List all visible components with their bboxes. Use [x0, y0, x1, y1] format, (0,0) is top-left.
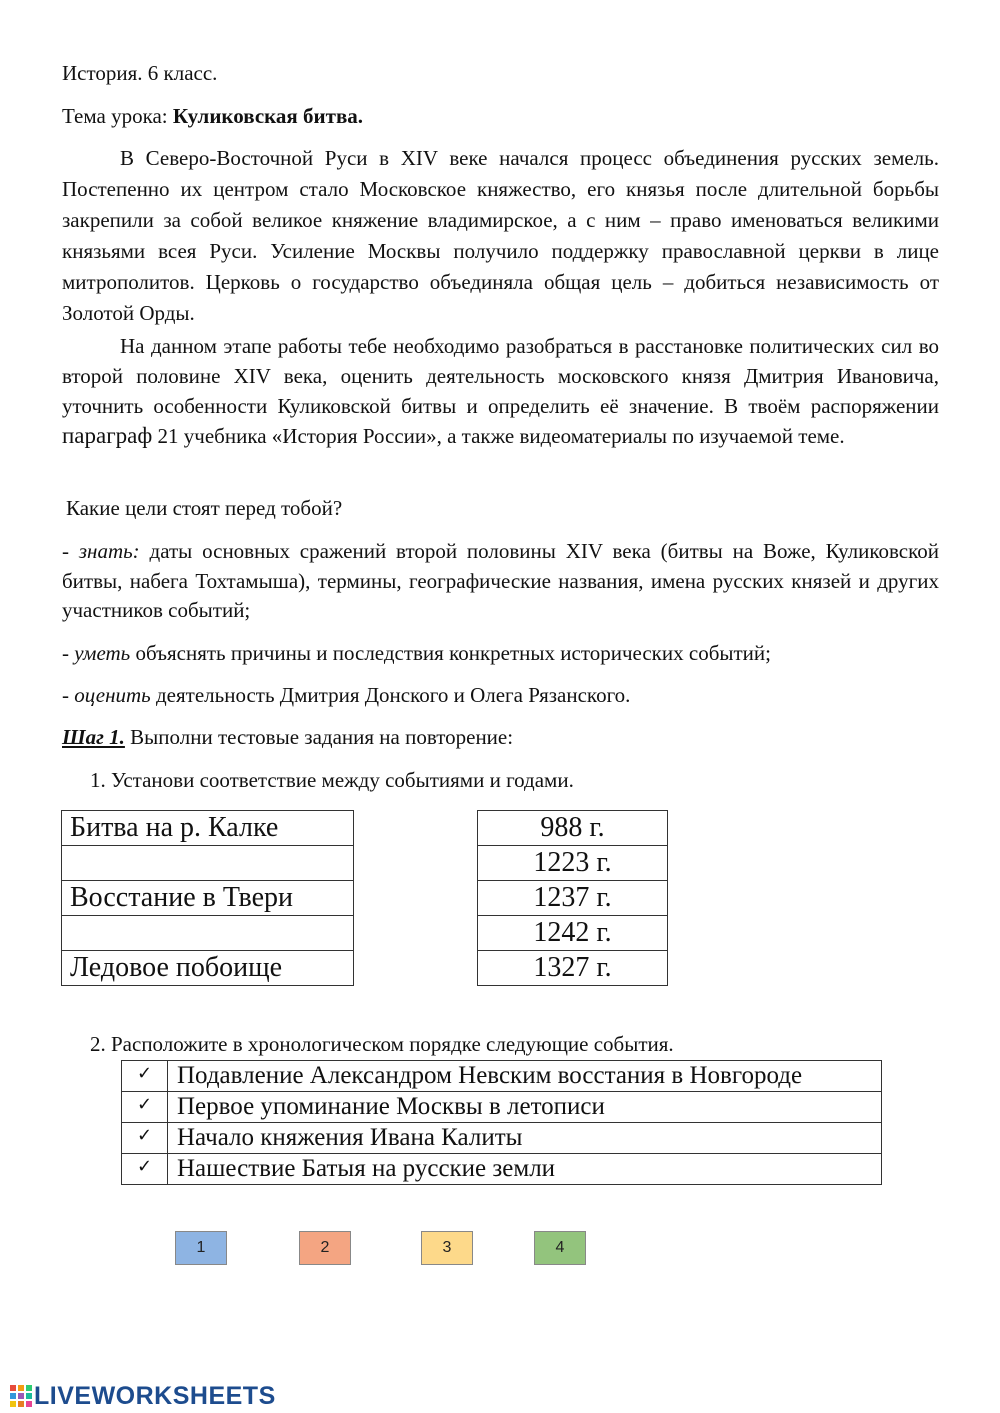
logo-grid-icon [10, 1385, 32, 1407]
task1-title: 1. Установи соответствие между событиями и годами. [90, 768, 574, 792]
table-row [478, 811, 668, 846]
event-cell: Битва на р. Калке [62, 811, 354, 846]
table-row [478, 916, 668, 951]
step1-label: Шаг 1. [62, 725, 125, 749]
answer-box-3[interactable]: 3 [421, 1231, 473, 1265]
goal-evaluate-dash: - [62, 683, 75, 707]
check-icon: ✓ [122, 1123, 168, 1154]
step1-text: Выполни тестовые задания на повторение: [124, 725, 514, 749]
table-row [478, 881, 668, 916]
chronology-event: Подавление Александром Невским восстания в Новгороде [168, 1061, 882, 1092]
intro-paragraph-1: В Северо-Восточной Руси в XIV веке начался процесс объединения русских земель. Постепенно их центром стало Московское княжество, его князья после длительной борьбы закрепили за собой великое княжение владимирское, а с ним – право именоваться великими князьями всея Руси. Усиление Москвы получило поддержку православной церкви в лице митрополитов. Церковь о государство объединяла общая цель – добиться независимость от Золотой Орды. [62, 146, 939, 325]
goal-able-label: уметь [74, 641, 131, 665]
event-drop-slot[interactable] [62, 916, 354, 951]
year-item[interactable]: 1327 г. [478, 951, 668, 986]
intro-p2-text-b: 21 учебника «История России», а также видеоматериалы по изучаемой теме. [152, 424, 845, 448]
topic-line [62, 101, 363, 131]
table-row [122, 1123, 882, 1154]
goal-able-dash: - [62, 641, 75, 665]
event-cell: Восстание в Твери [62, 881, 354, 916]
year-item[interactable]: 1237 г. [478, 881, 668, 916]
table-row [122, 1061, 882, 1092]
check-icon: ✓ [122, 1092, 168, 1123]
event-cell: Ледовое побоище [62, 951, 354, 986]
check-icon: ✓ [122, 1154, 168, 1185]
goal-able-text: объяснять причины и последствия конкретных исторических событий; [130, 641, 771, 665]
chronology-event: Первое упоминание Москвы в летописи [168, 1092, 882, 1123]
event-drop-slot[interactable] [62, 846, 354, 881]
table-row [62, 916, 354, 951]
chronology-table [121, 1060, 882, 1185]
intro-paragraph-2 [62, 331, 939, 451]
topic-label: Тема урока: [62, 104, 173, 128]
years-table [477, 810, 668, 986]
goal-know-label: знать: [78, 539, 140, 563]
intro-p2-text-a: На данном этапе работы тебе необходимо разобраться в расстановке политических сил во второй половине XIV века, оценить деятельность московского князя Дмитрия Ивановича, уточнить особенности Куликовской битвы и определить её значение. В твоём распоряжении [62, 334, 939, 418]
answer-box-2[interactable]: 2 [299, 1231, 351, 1265]
table-row [478, 846, 668, 881]
year-item[interactable]: 1242 г. [478, 916, 668, 951]
table-row [122, 1154, 882, 1185]
chronology-event: Начало княжения Ивана Калиты [168, 1123, 882, 1154]
answer-box-1[interactable]: 1 [175, 1231, 227, 1265]
goal-evaluate-label: оценить [74, 683, 151, 707]
topic-title: Куликовская битва. [172, 104, 364, 128]
events-table [61, 810, 354, 986]
answer-box-4[interactable]: 4 [534, 1231, 586, 1265]
table-row [62, 951, 354, 986]
year-item[interactable]: 1223 г. [478, 846, 668, 881]
subject-line: История. 6 класс. [62, 61, 218, 85]
goal-know-dash: - [62, 539, 79, 563]
liveworksheets-logo [10, 1381, 276, 1411]
goal-know-text: даты основных сражений второй половины XIV века (битвы на Воже, Куликовской битвы, набега Тохтамыша), термины, географические названия, имена русских князей и других участников событий; [62, 539, 939, 622]
year-item[interactable]: 988 г. [478, 811, 668, 846]
logo-text: LIVEWORKSHEETS [34, 1382, 276, 1410]
table-row [122, 1092, 882, 1123]
table-row [62, 881, 354, 916]
step1-line [62, 722, 513, 752]
check-icon: ✓ [122, 1061, 168, 1092]
intro-p2-word: параграф [62, 423, 153, 448]
table-row [62, 846, 354, 881]
table-row [62, 811, 354, 846]
goal-evaluate-text: деятельность Дмитрия Донского и Олега Рязанского. [150, 683, 631, 707]
chronology-event: Нашествие Батыя на русские земли [168, 1154, 882, 1185]
table-row [478, 951, 668, 986]
task2-title: 2. Расположите в хронологическом порядке следующие события. [90, 1032, 674, 1056]
goals-question: Какие цели стоят перед тобой? [66, 496, 343, 520]
goal-know [62, 537, 939, 626]
goal-able [62, 638, 771, 668]
goal-evaluate [62, 680, 630, 710]
